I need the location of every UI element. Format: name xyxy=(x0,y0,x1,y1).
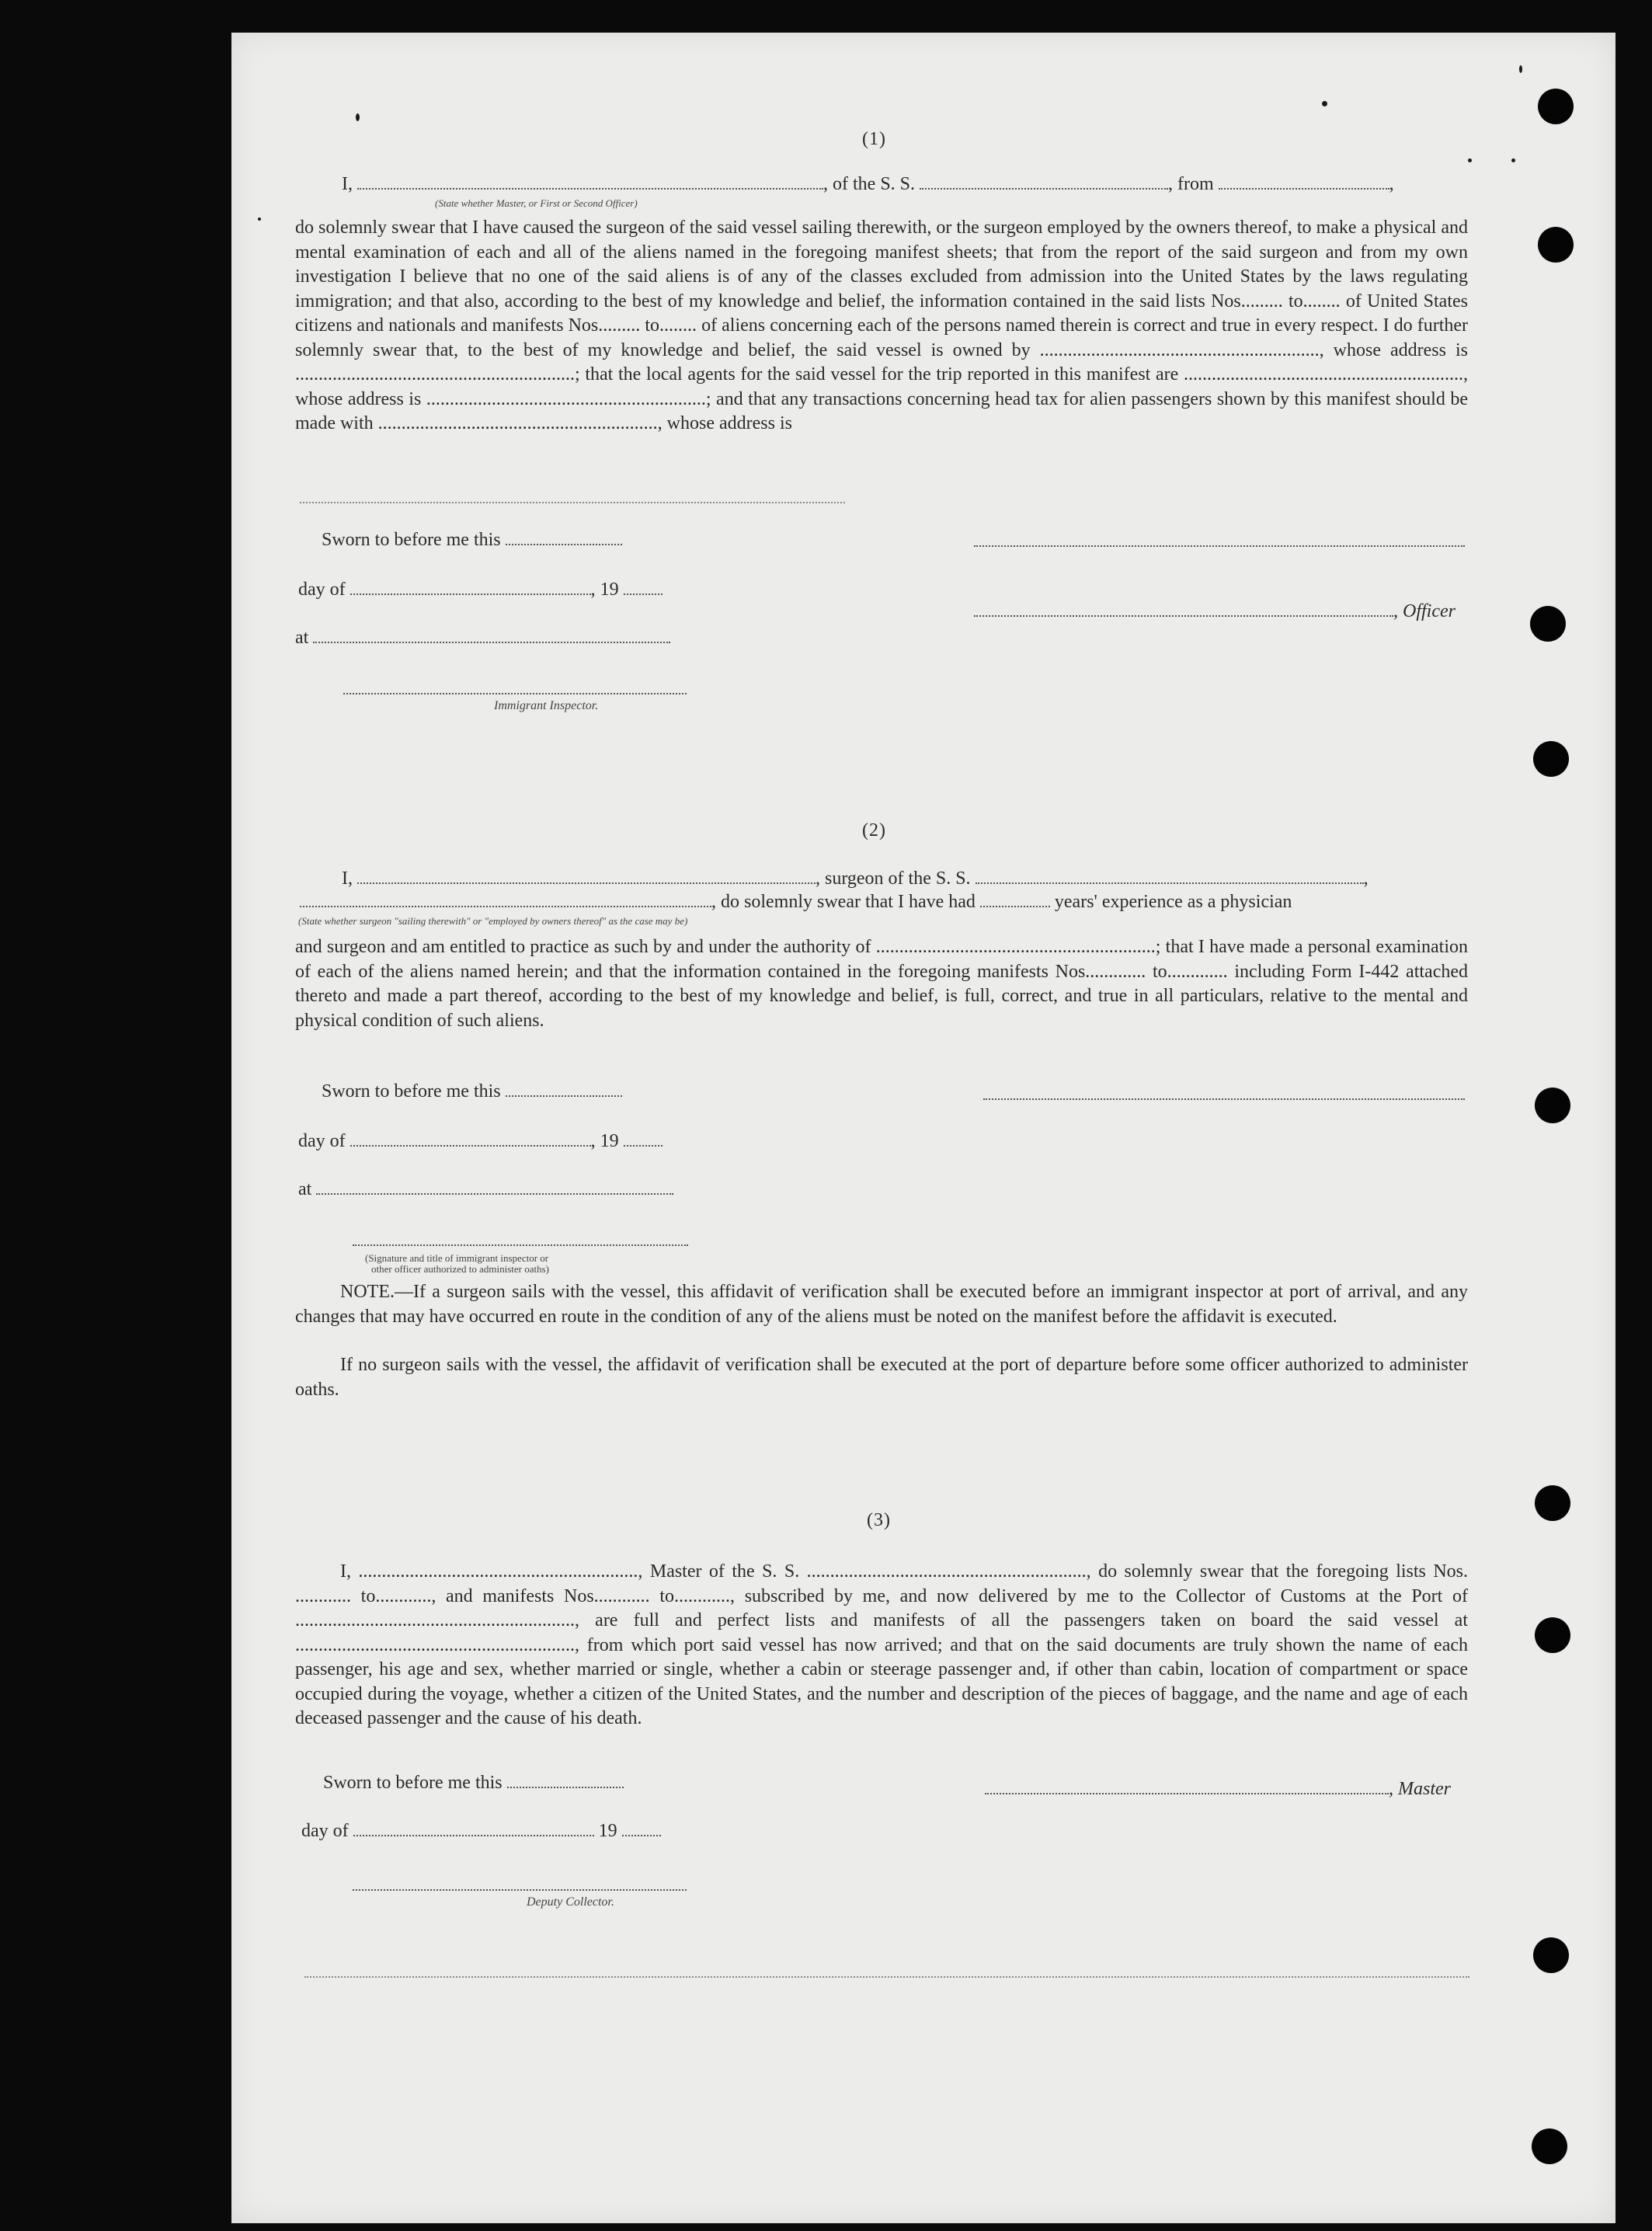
section-2-status-caption: (State whether surgeon "sailing therewith" or "employed by owners thereof" as the case may be) xyxy=(298,915,688,927)
bottom-rule xyxy=(304,1976,1469,1978)
binder-hole xyxy=(1538,89,1574,124)
officer-label: , Officer xyxy=(1393,601,1455,621)
inspector-signature-field[interactable] xyxy=(343,693,687,694)
surgeon-signature-field[interactable] xyxy=(983,1098,1465,1100)
sworn-date-field[interactable] xyxy=(507,1773,624,1788)
line-1-end: , surgeon of the S. S. xyxy=(816,868,971,889)
line-1-prefix: I, xyxy=(342,868,353,889)
year-field[interactable] xyxy=(624,580,663,595)
day-of-label: day of xyxy=(298,1131,346,1151)
line-1-prefix: I, xyxy=(342,174,353,194)
day-of-field[interactable] xyxy=(353,1821,594,1836)
year-field[interactable] xyxy=(624,1131,663,1147)
year-label: 19 xyxy=(598,1821,617,1841)
section-1-number: (1) xyxy=(862,129,886,149)
at-place-field[interactable] xyxy=(313,628,670,643)
years-experience-field[interactable] xyxy=(980,892,1050,907)
ink-speck xyxy=(1322,101,1327,106)
binder-hole xyxy=(1530,606,1566,642)
sworn-date-field[interactable] xyxy=(506,1081,622,1097)
at-label: at xyxy=(298,1179,312,1199)
sworn-label: Sworn to before me this xyxy=(322,530,501,550)
inspector-signature-field[interactable] xyxy=(353,1244,688,1246)
binder-hole xyxy=(1538,227,1574,263)
sworn-label: Sworn to before me this xyxy=(323,1773,503,1793)
ink-speck xyxy=(1519,65,1522,73)
binder-hole xyxy=(1535,1617,1570,1653)
line-2-mid: , do solemnly swear that I have had xyxy=(711,892,976,912)
surgeon-status-field[interactable] xyxy=(300,892,711,907)
deputy-collector-signature-field[interactable] xyxy=(353,1889,687,1891)
section-1-body: do solemnly swear that I have caused the surgeon of the said vessel sailing therewith, or the surgeon employed by the owners thereof, to make a physical and mental examination of each and all of the aliens named in the foregoing manifest sheets; that from the report of the said surgeon and from my own investigation I believe that no one of the said aliens is of any of the classes excluded from admission into the United States by the laws regulating immigration; and that also, according to the best of my knowledge and belief, the information contained in the said lists Nos......... to........ of United States citizens and nationals and manifests Nos......... to........ of aliens concerning each of the persons named therein is correct and true in every respect. I do further solemnly swear that, to the best of my knowledge and belief, the said vessel is owned by ............................................................, whose address is ............................................................; that the local agents for the said vessel for the trip reported in this manifest are ............................................................, whose address is ............................................................; and that any transactions concerning head tax for alien passengers shown by this manifest should be made with ............................................................, whose address is xyxy=(295,218,1468,433)
form-page xyxy=(231,33,1615,2223)
section-2-at-line xyxy=(298,1179,673,1200)
section-2-number: (2) xyxy=(862,820,886,841)
line-2-end: years' experience as a physician xyxy=(1054,892,1292,912)
section-3-sworn-line xyxy=(323,1773,624,1794)
section-1-sworn-line xyxy=(322,530,622,551)
binder-hole xyxy=(1535,1485,1570,1521)
day-of-field[interactable] xyxy=(350,1131,591,1147)
master-signature-field[interactable] xyxy=(985,1779,1389,1794)
at-place-field[interactable] xyxy=(316,1179,673,1195)
section-2-body: and surgeon and am entitled to practice as such by and under the authority of ............................................................; that I have made a personal examination of each of the aliens named herein; and that the information contained in the foregoing manifests Nos............. to............. including Form I-442 attached thereto and made a part thereof, according to the best of my knowledge and belief, is full, correct, and true in all particulars, relative to the mental and physical condition of such aliens. xyxy=(295,937,1468,1031)
section-3-master-line xyxy=(985,1779,1451,1800)
surgeon-vessel-field[interactable] xyxy=(976,868,1364,884)
binder-hole xyxy=(1532,2128,1567,2164)
ink-speck xyxy=(1468,158,1472,162)
day-of-label: day of xyxy=(298,580,346,600)
section-1-line-1: I, , of the S. S. , from , xyxy=(342,174,1394,194)
line-1-mid: , of the S. S. xyxy=(823,174,916,194)
day-of-field[interactable] xyxy=(350,580,591,595)
section-2-note-2: If no surgeon sails with the vessel, the affidavit of verification shall be executed at the port of departure before some officer authorized to administer oaths. xyxy=(295,1355,1468,1400)
section-3-day-line xyxy=(301,1821,661,1842)
section-2-line-1: I, , surgeon of the S. S. , xyxy=(342,868,1369,889)
surgeon-name-field[interactable] xyxy=(357,868,816,884)
year-label: , 19 xyxy=(590,580,619,600)
officer-title-field[interactable] xyxy=(974,601,1393,617)
inspector-caption: Immigrant Inspector. xyxy=(494,699,599,712)
binder-hole xyxy=(1533,741,1569,777)
year-field[interactable] xyxy=(622,1821,661,1836)
section-2-line-2 xyxy=(300,892,1292,913)
officer-signature-field[interactable] xyxy=(974,545,1465,547)
signature-caption-line-1: (Signature and title of immigrant inspector or xyxy=(365,1252,549,1264)
deputy-collector-caption: Deputy Collector. xyxy=(527,1895,614,1909)
sworn-date-field[interactable] xyxy=(506,530,622,545)
officer-name-field[interactable] xyxy=(357,174,823,190)
ink-speck xyxy=(258,218,261,221)
year-label: , 19 xyxy=(590,1131,619,1151)
from-port-field[interactable] xyxy=(1219,174,1389,190)
at-label: at xyxy=(295,628,309,648)
section-2-sworn-line xyxy=(322,1081,622,1102)
ink-speck xyxy=(1511,158,1515,162)
section-3-number: (3) xyxy=(867,1510,891,1530)
section-1-officer-line xyxy=(974,601,1455,622)
sworn-label: Sworn to before me this xyxy=(322,1081,501,1102)
signature-caption-line-2: other officer authorized to administer oaths) xyxy=(371,1263,549,1275)
section-3-body: I, ............................................................, Master of the S. S. ............................................................, do solemnly swear that the foregoing lists Nos. ............ to............, and manifests Nos............ to............, subscribed by me, and now delivered by me to the Collector of Customs at the Port of ............................................................, are full and perfect lists and manifests of all the passengers taken on board the said vessel at ............................................................, from which port said vessel has now arrived; and that on the said documents are truly shown the name of each passenger, his age and sex, whether married or single, whether a cabin or steerage passenger and, if other than cabin, location of compartment or space occupied during the voyage, whether a citizen of the United States, and the number and description of the pieces of baggage, and the name and age of each deceased passenger and the cause of his death. xyxy=(295,1561,1468,1728)
master-label: , Master xyxy=(1389,1779,1451,1799)
binder-hole xyxy=(1535,1088,1570,1123)
blank-address-line[interactable] xyxy=(300,502,845,503)
section-1-day-line xyxy=(298,580,663,600)
section-1-at-line xyxy=(295,628,670,649)
section-1-officer-caption: (State whether Master, or First or Second Officer) xyxy=(435,197,638,209)
ink-speck xyxy=(356,113,360,121)
section-2-day-line xyxy=(298,1131,663,1152)
line-1-end: , from xyxy=(1168,174,1214,194)
vessel-name-field[interactable] xyxy=(920,174,1168,190)
binder-hole xyxy=(1533,1937,1569,1973)
day-of-label: day of xyxy=(301,1821,349,1841)
section-2-note: NOTE.—If a surgeon sails with the vessel, this affidavit of verification shall be executed before an immigrant inspector at port of arrival, and any changes that may have occurred en route in the condition of any of the aliens must be noted on the manifest before the affidavit is executed. xyxy=(295,1282,1468,1327)
